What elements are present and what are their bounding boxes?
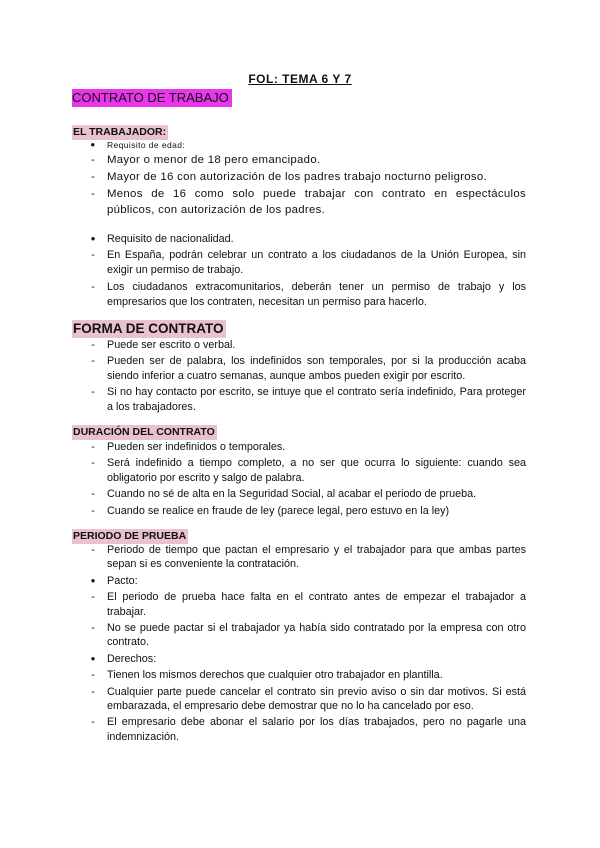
list-prueba [88, 543, 526, 744]
list-item: - Tienen los mismos derechos que cualquier otro trabajador en plantilla. [91, 669, 443, 682]
list-item: ● Pacto: [90, 574, 138, 587]
list-item: - Cuando se realice en fraude de ley (parece legal, pero estuvo en la ley) [91, 504, 450, 517]
list-item: - El empresario debe abonar el salario por los días trabajados, pero no pagarle una indemnización. [91, 716, 526, 743]
list-item: - No se puede pactar si el trabajador ya había sido contratado por la empresa con otro contrato. [91, 622, 526, 649]
list-item: - Si no hay contacto por escrito, se intuye que el contrato sería indefinido, Para proteger a los trabajadores. [91, 386, 526, 413]
list-item: - Los ciudadanos extracomunitarios, deberán tener un permiso de trabajo y los empresarios que los contraten, necesitan un permiso para hacerlo. [91, 281, 526, 308]
list-item: - En España, podrán celebrar un contrato a los ciudadanos de la Unión Europea, sin exigir un permiso de trabajo. [91, 249, 526, 276]
list-forma [88, 338, 526, 414]
list-item: - Será indefinido a tiempo completo, a no ser que ocurra lo siguiente: cuando sea obligatorio por escrito y salgo de palabra. [91, 457, 526, 484]
section-heading-forma: FORMA DE CONTRATO [73, 321, 224, 336]
section-heading-duracion: DURACIÓN DEL CONTRATO [73, 426, 215, 438]
list-item: - Pueden ser indefinidos o temporales. [91, 441, 286, 453]
list-item: ● Requisito de nacionalidad. [90, 233, 234, 245]
list-nacionalidad [88, 232, 526, 309]
list-item: - Cualquier parte puede cancelar el contrato sin previo aviso o sin dar motivos. Si está embarazada, el empresario debe demostrar que no lo ha cancelado por eso. [91, 685, 526, 713]
list-item: - El periodo de prueba hace falta en el contrato antes de empezar el trabajador a trabajar. [91, 591, 526, 618]
list-item: - Menos de 16 como solo puede trabajar con contrato en espectáculos públicos, con autorización de los padres. [90, 187, 526, 217]
list-item: - Puede ser escrito o verbal. [91, 339, 236, 351]
list-item: - Periodo de tiempo que pactan el empresario y el trabajador para que ambas partes sepan si es conveniente la contratación. [91, 544, 526, 571]
list-item: ● Requisito de edad: [90, 140, 186, 150]
list-trabajador [88, 138, 526, 219]
document-title: FOL: TEMA 6 Y 7 [248, 72, 352, 86]
list-duracion [88, 440, 526, 518]
list-item: - Cuando no sé de alta en la Seguridad Social, al acabar el periodo de prueba. [91, 488, 477, 501]
section-heading-prueba: PERIODO DE PRUEBA [73, 530, 187, 542]
list-item: ● Derechos: [90, 652, 157, 665]
section-heading-trabajador: EL TRABAJADOR: [73, 126, 167, 138]
list-item: - Mayor de 16 con autorización de los padres trabajo nocturno peligroso. [90, 171, 488, 183]
main-heading: CONTRATO DE TRABAJO [72, 89, 232, 107]
list-item: - Pueden ser de palabra, los indefinidos son temporales, por si la producción acaba siendo inferior a cuatro semanas, aunque ambos pueden exigir por escrito. [91, 355, 526, 382]
list-item: - Mayor o menor de 18 pero emancipado. [90, 154, 321, 167]
